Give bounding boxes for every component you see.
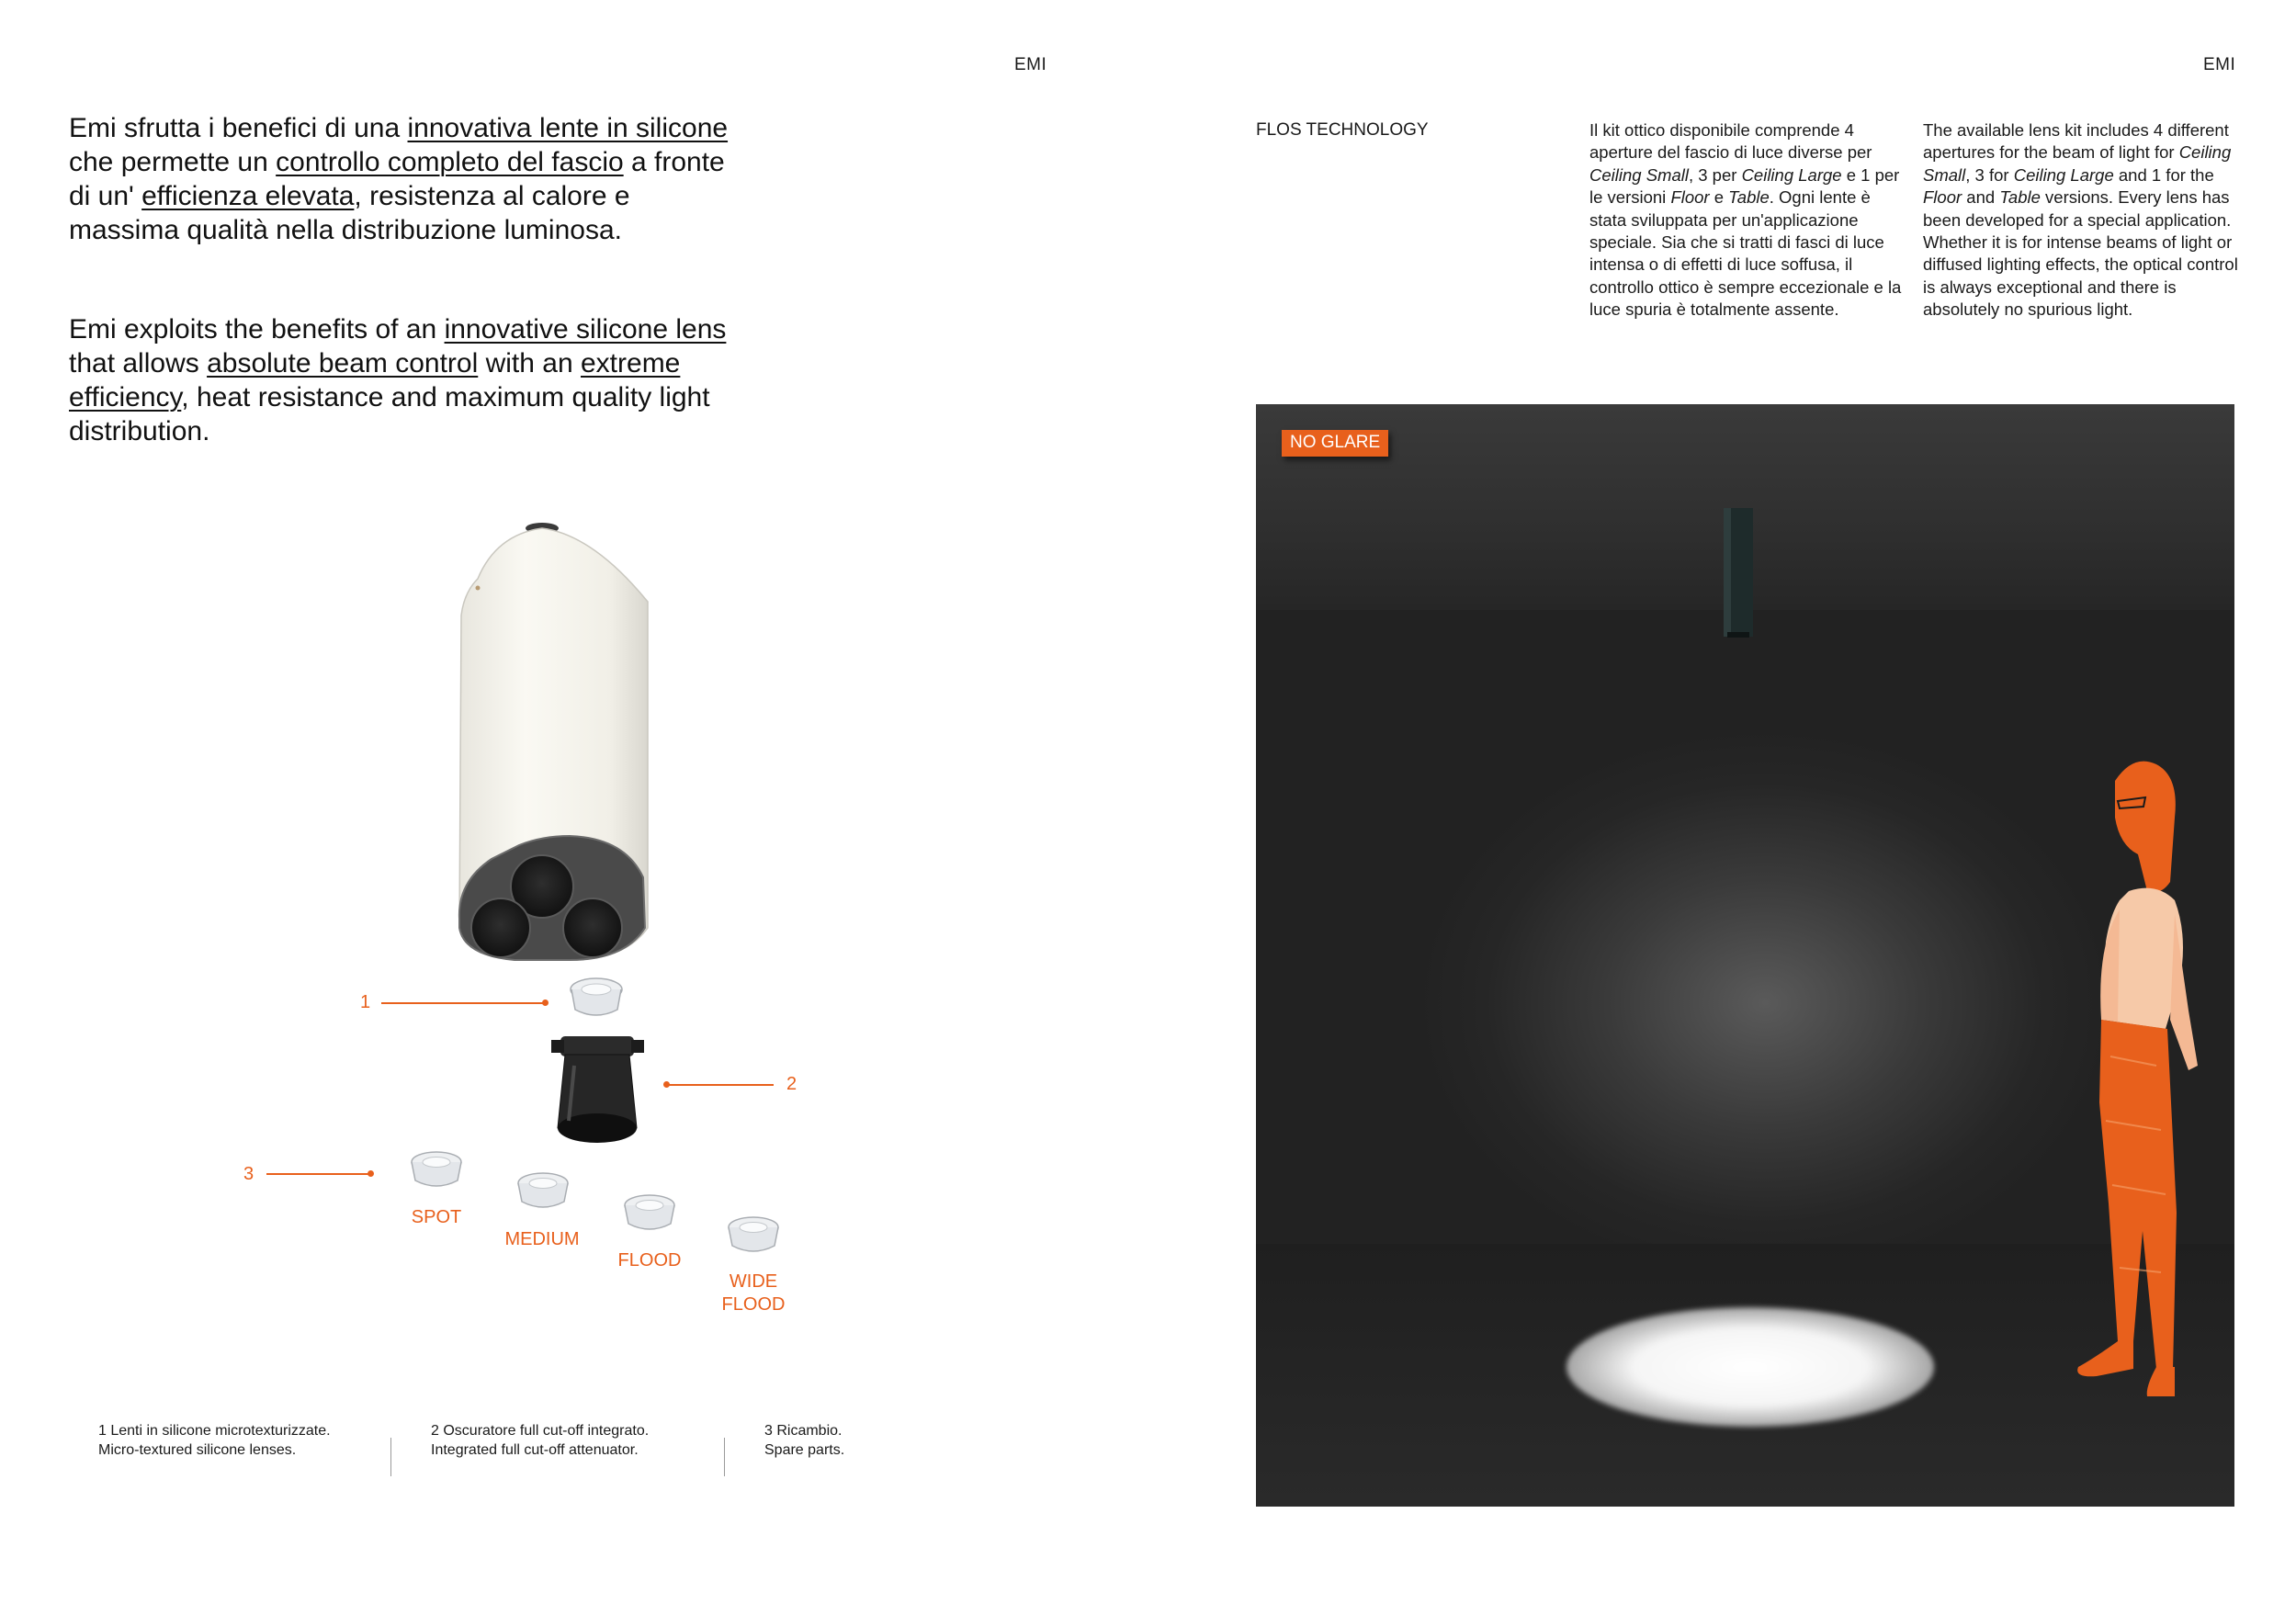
body-column-english: The available lens kit includes 4 different apertures for the beam of light for Ceiling Small, 3 for Ceiling Large and 1 for the Floor and Table versions. Every lens has been developed for a special application. Whether it is for intense beams of light or diffused lighting effects, the optical control is always exceptional and there is absolutely no spurious light. xyxy=(1923,120,2238,320)
silicone-lens-1 xyxy=(562,969,631,1024)
footnote-2: 2 Oscuratore full cut-off integrato. Integrated full cut-off attenuator. xyxy=(431,1423,650,1458)
callout-number-2: 2 xyxy=(786,1074,797,1094)
intro-english: Emi exploits the benefits of an innovative silicone lens that allows absolute beam control with an extreme efficiency, heat resistance and maximum quality light distribution. xyxy=(69,314,727,446)
body-column-italian: Il kit ottico disponibile comprende 4 aperture del fascio di luce diverse per Ceiling Small, 3 per Ceiling Large e 1 per le versioni Floor e Table. Ogni lente è stata sviluppata per un'applicazione speciale. Sia che si tratti di fasci di luce intensa o di effetti di luce soffusa, il controllo ottico è sempre eccezionale e la luce spuria è totalmente assente. xyxy=(1589,120,1902,320)
spare-lens-wide-flood xyxy=(721,1209,786,1259)
lens-label-medium: MEDIUM xyxy=(504,1229,580,1249)
lens-label-flood: FLOOD xyxy=(617,1250,682,1271)
callout-dot-3 xyxy=(368,1170,374,1177)
spare-lens-medium xyxy=(511,1165,575,1215)
no-glare-badge: NO GLARE xyxy=(1282,430,1388,457)
callout-number-3: 3 xyxy=(243,1164,254,1184)
spare-lens-spot xyxy=(404,1144,469,1194)
page-header-left: EMI xyxy=(1014,55,1047,74)
footnote-3: 3 Ricambio. Spare parts. xyxy=(764,1423,845,1458)
emi-fixture-illustration xyxy=(441,514,680,974)
page-header-right: EMI xyxy=(2203,55,2236,74)
callout-dot-1 xyxy=(542,999,549,1006)
full-cut-off-attenuator xyxy=(547,1029,648,1153)
callout-line-2 xyxy=(667,1084,774,1086)
lens-label-spot: SPOT xyxy=(411,1207,462,1227)
section-label: FLOS TECHNOLOGY xyxy=(1256,120,1429,140)
footnote-1: 1 Lenti in silicone microtexturizzate. Micro-textured silicone lenses. xyxy=(98,1423,331,1458)
callout-line-3 xyxy=(266,1173,370,1175)
person-figure-illustration xyxy=(2009,753,2234,1470)
callout-line-1 xyxy=(381,1002,544,1004)
intro-italian: Emi sfrutta i benefici di una innovativa lente in silicone che permette un controllo completo del fascio a fronte di un' efficienza elevata, resistenza al calore e massima qualità nella distribuzione luminosa. xyxy=(69,113,729,245)
callout-number-1: 1 xyxy=(360,992,371,1012)
footnote-divider-1 xyxy=(390,1438,391,1476)
footnote-divider-2 xyxy=(724,1438,725,1476)
ceiling-fixture-icon xyxy=(1715,505,1761,643)
floor-light-pool xyxy=(1566,1307,1934,1427)
spare-lens-flood xyxy=(617,1187,682,1237)
room-render-image xyxy=(1256,404,2234,1507)
lens-label-wide-flood: WIDE FLOOD xyxy=(721,1271,786,1315)
